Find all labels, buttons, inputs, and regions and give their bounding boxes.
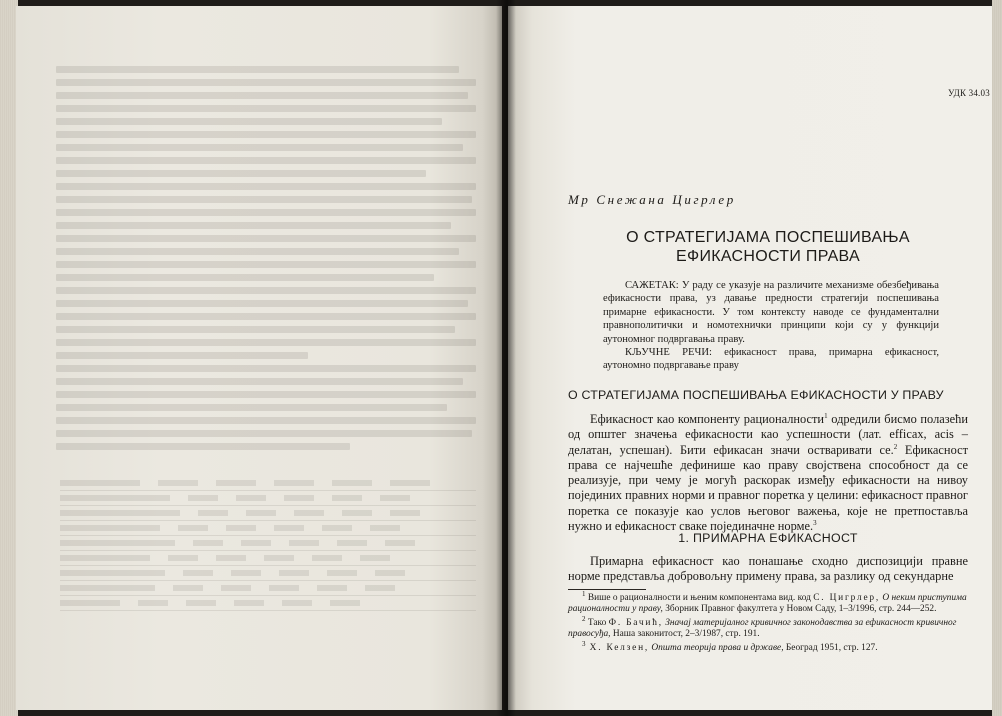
footnote-2-number: 2 <box>582 614 586 623</box>
footnote-divider <box>568 589 646 590</box>
footnote-1-title: О неким приступима рационалности у праву, <box>568 593 967 615</box>
body-paragraph-2 <box>568 554 968 585</box>
footnote-ref-1: 1 <box>824 411 828 420</box>
para1-text-b: одредили бисмо полазећи од општег значења ефикасности као успешности (лат. efficax, acis – делатан, успешан). Бити ефикасан значи остваривати се. <box>568 412 968 457</box>
footnote-1 <box>568 589 968 616</box>
footnote-2-text-a: Тако <box>585 617 609 628</box>
udk-code: УДК 34.03 <box>948 88 990 98</box>
right-page <box>508 6 994 710</box>
article-title-line-2: ЕФИКАСНОСТИ ПРАВА <box>676 248 860 265</box>
left-page-bleed-through-table <box>60 476 476 646</box>
para1-text-a: Ефикасност као компоненту рационалности <box>590 412 825 426</box>
footnote-1-number: 1 <box>582 589 586 598</box>
para2-text: Примарна ефикасност као понашање сходно диспозицији правне норме представља добровољну примену права, за разлику од секундарне <box>568 554 968 584</box>
article-title-line-1: О СТРАТЕГИЈАМА ПОСПЕШИВАЊА <box>626 229 910 246</box>
article-title <box>568 228 968 266</box>
abstract-keywords: КЉУЧНЕ РЕЧИ: ефикасност права, примарна ефикасност, аутономно подвргавање праву <box>603 347 939 372</box>
footnote-3-author: Х. Келзен, <box>585 642 650 653</box>
footnote-2-title: Значај материјалног кривичног законодавства за ефикасност кривичног правосуђа, <box>568 617 957 640</box>
footnote-3 <box>568 639 968 654</box>
author-name: Мр Снежана Цигрлер <box>568 192 736 207</box>
footnote-2-author: Ф. Бачић, <box>608 617 663 628</box>
book-gutter <box>496 0 516 716</box>
abstract-summary: САЖЕТАК: У раду се указује на различите механизме обезбеђивања ефикасности права, уз давање предности стратегији поспешивања примарне ефикасности. У том контексту наводе се фундаментални правнополитички и номотехнички принципи који су у функцији аутономног подвргавања праву. <box>603 280 939 345</box>
footnote-ref-2: 2 <box>893 442 898 451</box>
footnote-1-text-a: Више о рационалности и њеним компонентама вид. код <box>585 593 814 603</box>
footnote-1-author: С. Цигрлер, <box>813 593 881 603</box>
footnote-2 <box>568 614 968 641</box>
section-heading: О СТРАТЕГИЈАМА ПОСПЕШИВАЊА ЕФИКАСНОСТИ У ПРАВУ <box>568 388 944 402</box>
left-page <box>16 6 502 710</box>
para1-text-c: Ефикасност права се најчешће дефинише као праву својствена способност да се реализује, при чему је могућ раскорак између ефикасности на нивоу појединих правних норми и правног поретка у целини: ефикасност правног поретка се показује као услов његовог важења, које не претпоставља нужно и ефикасност сваке појединачне норме. <box>568 442 968 534</box>
subsection-heading: 1. ПРИМАРНА ЕФИКАСНОСТ <box>678 531 858 545</box>
footnote-3-text-b: Београд 1951, стр. 127. <box>783 642 878 653</box>
footnote-3-title: Општа теорија права и државе, <box>649 642 784 653</box>
abstract <box>603 279 939 373</box>
footnote-3-number: 3 <box>582 639 586 648</box>
footnote-2-text-b: Наша законитост, 2–3/1987, стр. 191. <box>610 629 760 640</box>
footnote-1-text-b: Зборник Правног факултета у Новом Саду, 1–3/1996, стр. 244—252. <box>662 604 937 615</box>
body-paragraph-1 <box>568 412 968 534</box>
footnote-ref-3: 3 <box>813 518 817 527</box>
footnotes <box>568 589 968 656</box>
right-page-edges <box>992 0 1002 716</box>
